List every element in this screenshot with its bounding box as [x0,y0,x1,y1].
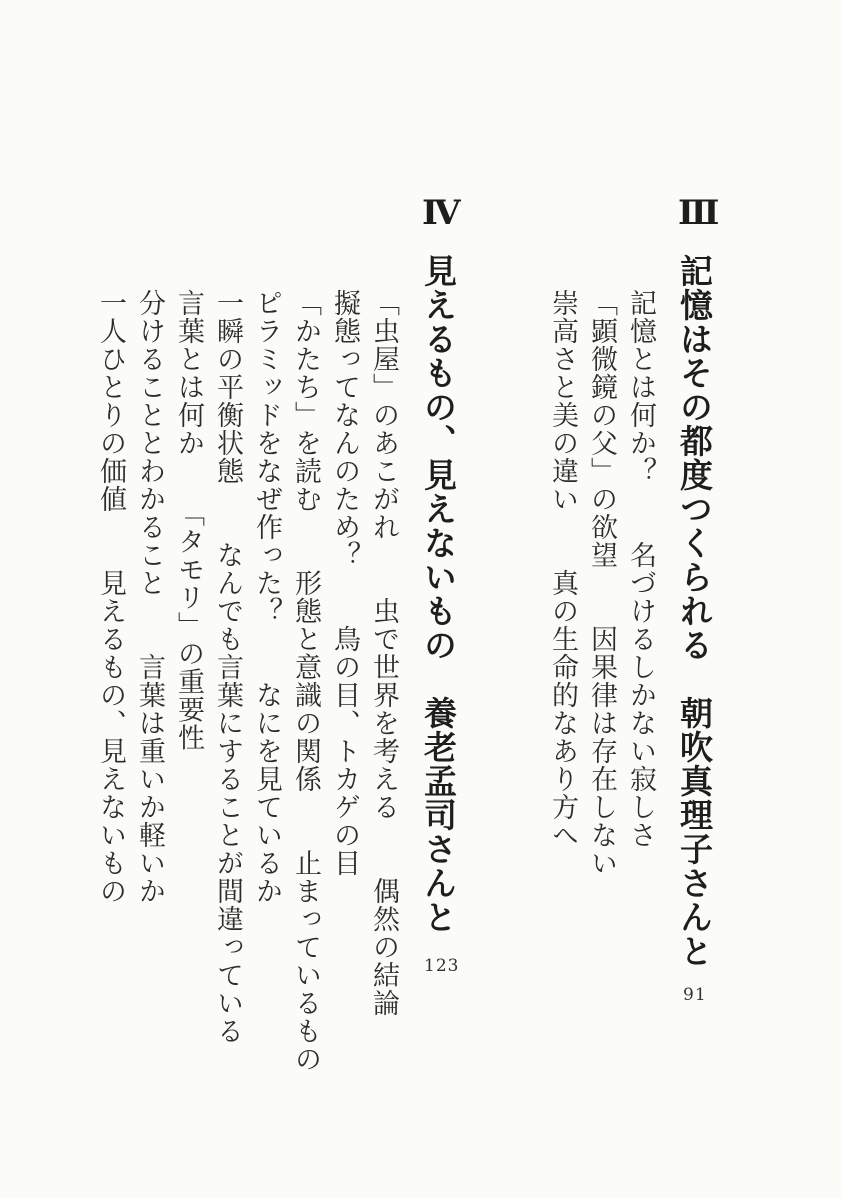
page-number: 91 [683,985,707,1005]
topic-line: 一瞬の平衡状態 なんでも言葉にすることが間違っている [212,289,243,1045]
topic-line: 「顕微鏡の父」の欲望 因果律は存在しない [586,289,617,877]
topic-line: 記憶とは何か？ 名づけるしかない寂しさ [625,289,656,849]
topic-line: ピラミッドをなぜ作った？ なにを見ているか [251,289,282,905]
topic-line: 分けることとわかること 言葉は重いか軽いか [134,289,165,905]
section-numeral: Ⅲ [678,193,720,233]
page-number: 123 [424,956,460,976]
topic-line: 「虫屋」のあこがれ 虫で世界を考える 偶然の結論 [368,289,399,1017]
section-title: 記憶はその都度つくられる 朝吹真理子さんと [675,254,714,968]
topic-line: 「かたち」を読む 形態と意識の関係 止まっているもの [290,289,321,1073]
section-numeral: Ⅳ [422,193,461,233]
topic-line: 崇高さと美の違い 真の生命的なあり方へ [547,289,578,849]
topic-line: 言葉とは何か 「タモリ」の重要性 [173,289,204,752]
section-title: 見えるもの、見えないもの 養老孟司さんと [419,254,458,934]
topic-line: 一人ひとりの価値 見えるもの、見えないもの [95,289,126,905]
topic-line: 擬態ってなんのため？ 鳥の目、トカゲの目 [329,289,360,877]
